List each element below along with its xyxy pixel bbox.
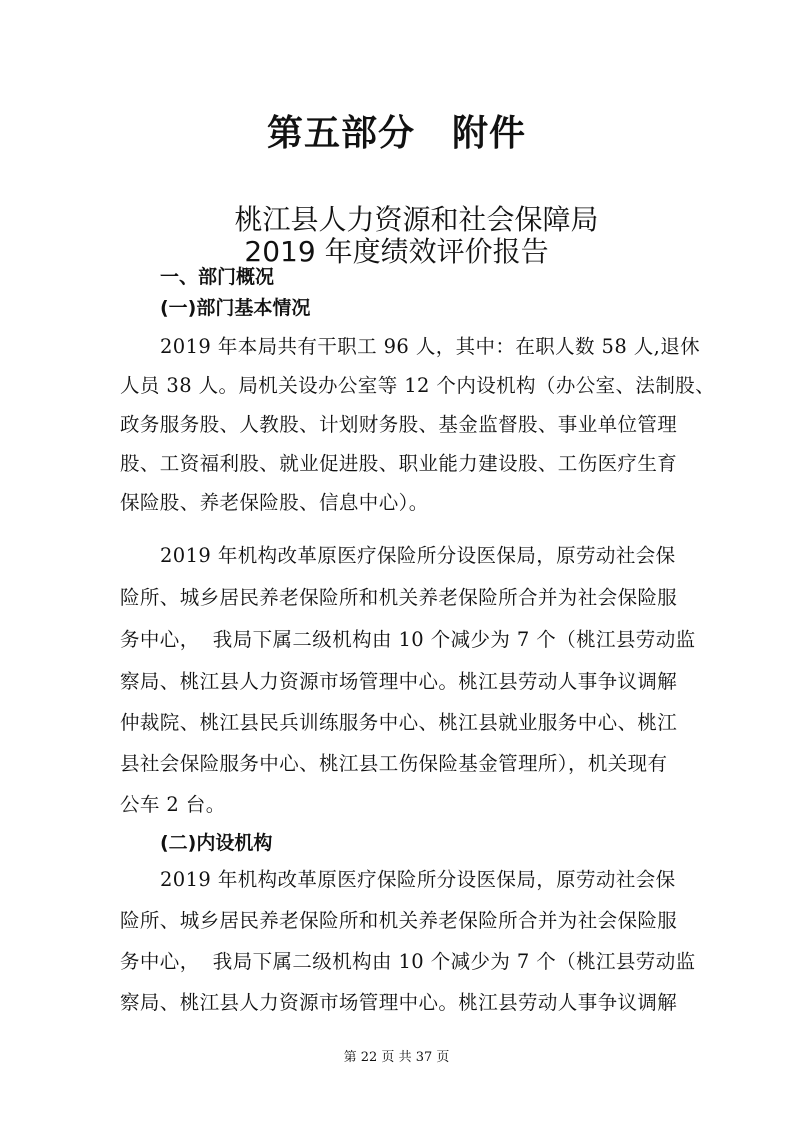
paragraph-line: 保险股、养老保险股、信息中心）。 [120,491,429,514]
paragraph-line: 2019 年机构改革原医疗保险所分设医保局，原劳动社会保 [160,868,676,891]
report-title-line1: 桃江县人力资源和社会保障局 [234,203,599,236]
paragraph-line: 险所、城乡居民养老保险所和机关养老保险所合并为社会保险服 [120,909,678,932]
paragraph-line: 股、工资福利股、就业促进股、职业能力建设股、工伤医疗生育 [120,452,678,475]
section-heading-overview: 一、部门概况 [160,266,275,288]
paragraph-line: 2019 年机构改革原医疗保险所分设医保局，原劳动社会保 [160,544,676,567]
part-title: 第五部分 附件 [266,113,526,154]
paragraph-line: 县社会保险服务中心、桃江县工伤保险基金管理所），机关现有 [120,752,668,775]
subsection-heading-basic-info: (一)部门基本情况 [160,297,311,319]
paragraph-line: 仲裁院、桃江县民兵训练服务中心、桃江县就业服务中心、桃江 [120,711,678,734]
paragraph-line: 2019 年本局共有干职工 96 人，其中：在职人数 58 人,退休 [160,335,701,358]
report-title-line2: 2019 年度绩效评价报告 [244,235,549,268]
paragraph-line: 险所、城乡居民养老保险所和机关养老保险所合并为社会保险服 [120,586,678,609]
page-number-footer: 第 22 页 共 37 页 [343,1050,450,1065]
paragraph-line: 察局、桃江县人力资源市场管理中心。桃江县劳动人事争议调解 [120,991,678,1014]
paragraph-line: 公车 2 台。 [120,793,226,816]
paragraph-line: 务中心， 我局下属二级机构由 10 个减少为 7 个（桃江县劳动监 [120,950,696,973]
paragraph-line: 政务服务股、人教股、计划财务股、基金监督股、事业单位管理 [120,413,678,436]
paragraph-line: 务中心， 我局下属二级机构由 10 个减少为 7 个（桃江县劳动监 [120,628,696,651]
subsection-heading-internal-units: (二)内设机构 [160,832,273,854]
paragraph-line: 察局、桃江县人力资源市场管理中心。桃江县劳动人事争议调解 [120,670,678,693]
paragraph-line: 人员 38 人。局机关设办公室等 12 个内设机构（办公室、法制股、 [120,374,716,397]
